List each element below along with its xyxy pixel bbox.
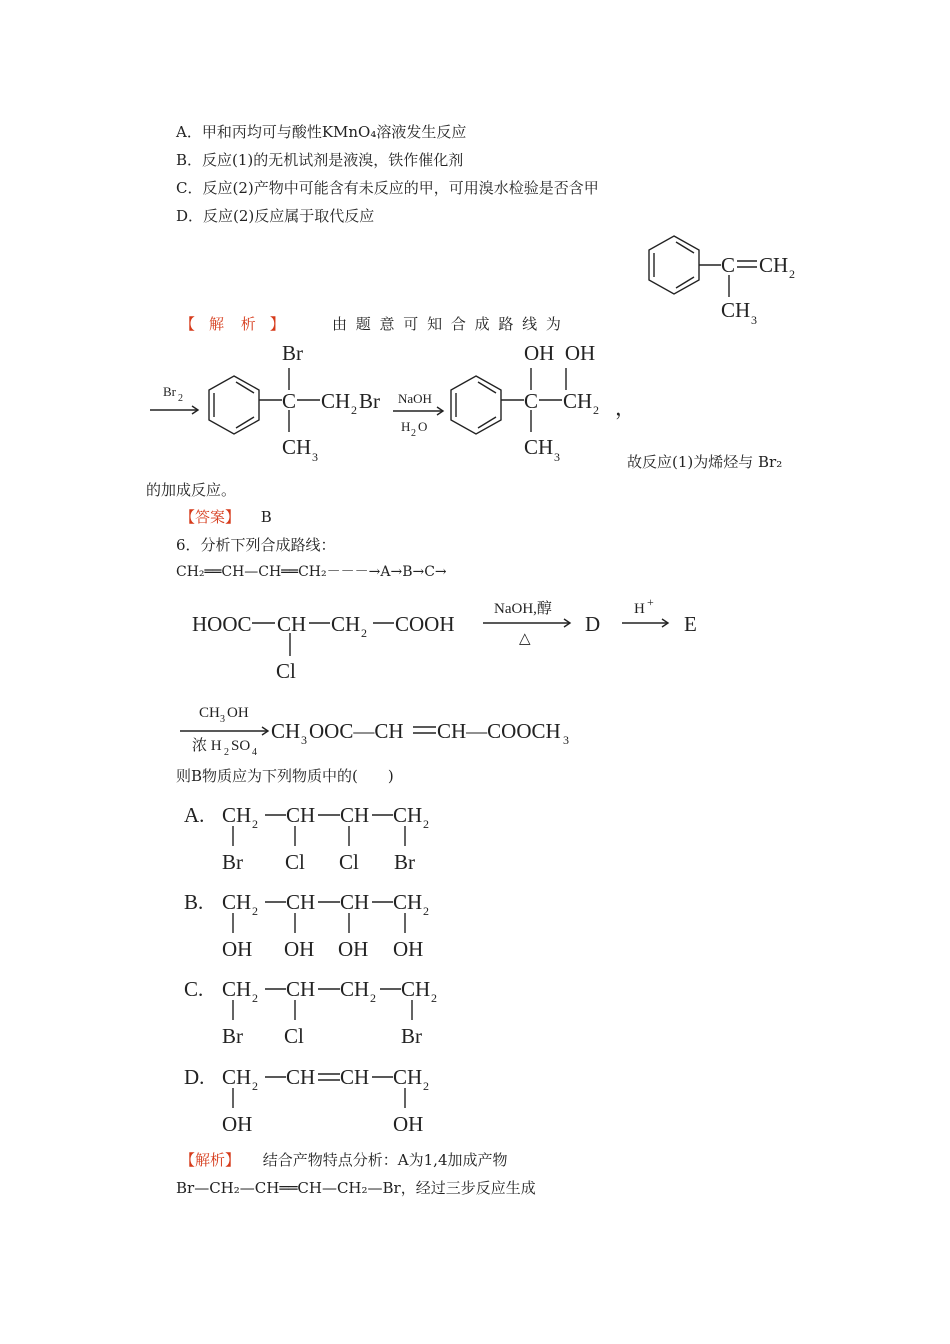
chem-substituent: Br xyxy=(222,1024,243,1048)
chem-sub: 2 xyxy=(789,267,795,281)
chem-group: CH xyxy=(393,803,423,827)
chem-sub: 2 xyxy=(593,403,599,417)
reagent-naoh: NaOH xyxy=(398,391,432,406)
option-a: A．甲和丙均可与酸性KMnO₄溶液发生反应 xyxy=(176,123,467,141)
chem-substituent: OH xyxy=(393,937,424,961)
analysis6-text: 结合产物特点分析：A为1,4加成产物 xyxy=(262,1151,508,1169)
chem-ch3: CH xyxy=(524,435,554,459)
chem-sub: 2 xyxy=(423,904,429,918)
chem-substituent: OH xyxy=(222,1112,253,1136)
q6-route: CH₂══CH—CH══CH₂－－－→A→B→C→ xyxy=(176,564,447,580)
chem-group: CH xyxy=(340,803,370,827)
chem-sub: 3 xyxy=(301,733,307,747)
reagent-h: H xyxy=(634,601,645,617)
chem-group: CH xyxy=(401,977,431,1001)
chem-c: C xyxy=(721,253,736,277)
chem-sub: 2 xyxy=(411,428,416,439)
chem-substituent: Br xyxy=(222,850,243,874)
chem-hooc: HOOC xyxy=(192,612,252,636)
chem-substituent: OH xyxy=(338,937,369,961)
compound-d: D xyxy=(585,612,601,636)
chem-br: Br xyxy=(282,341,303,365)
reagent-h2o: O xyxy=(418,419,428,434)
chem-sub: 2 xyxy=(370,991,376,1005)
chem-ch3: CH xyxy=(271,719,301,743)
chem-sub: 4 xyxy=(252,747,257,758)
chem-ch2: CH xyxy=(321,389,351,413)
chem-sub: 2 xyxy=(351,403,357,417)
chem-substituent: Br xyxy=(394,850,415,874)
chem-sub: 3 xyxy=(312,450,318,464)
compound-e: E xyxy=(684,612,697,636)
reagent-ch3oh: CH xyxy=(199,705,220,721)
answer-label: 【答案】 xyxy=(180,508,241,526)
analysis6-label: 【解析】 xyxy=(180,1151,241,1169)
chem-sub: 3 xyxy=(220,714,225,725)
choices xyxy=(184,803,437,1136)
chem-sub: 2 xyxy=(224,747,229,758)
chem-br: Br xyxy=(359,389,380,413)
chem-substituent: OH xyxy=(393,1112,424,1136)
chem-substituent: Cl xyxy=(284,1024,304,1048)
chem-group: CH xyxy=(340,977,370,1001)
chem-c: C xyxy=(524,389,539,413)
chem-c: C xyxy=(282,389,297,413)
chem-ch2: CH xyxy=(331,612,361,636)
chem-cooh: COOH xyxy=(395,612,455,636)
analysis-tail: 故反应(1)为烯烃与 Br₂ xyxy=(627,453,783,471)
heat-triangle-icon: △ xyxy=(519,631,531,647)
reagent-ch3oh: OH xyxy=(227,705,249,721)
analysis-close: 】 xyxy=(269,315,285,333)
chem-ch3: CH xyxy=(721,298,751,322)
chem-sub: 3 xyxy=(563,733,569,747)
chem-ch2: CH xyxy=(563,389,593,413)
chem-sub: 2 xyxy=(252,904,258,918)
chem-group: CH xyxy=(286,1065,316,1089)
reagent-h2so4: SO xyxy=(231,738,251,754)
reagent-h2o: H xyxy=(401,419,411,434)
reagent-h2so4: 浓 H xyxy=(192,738,222,754)
chem-sub: 2 xyxy=(361,626,367,640)
option-c: C．反应(2)产物中可能含有未反应的甲，可用溴水检验是否含甲 xyxy=(176,179,599,197)
chem-sub: 3 xyxy=(554,450,560,464)
benzene-ring-icon xyxy=(209,376,259,434)
option-d: D．反应(2)反应属于取代反应 xyxy=(176,207,375,225)
chem-ch2: CH xyxy=(759,253,789,277)
chem-sub: 2 xyxy=(252,991,258,1005)
chem-group: CH xyxy=(393,1065,423,1089)
chem-group: CH xyxy=(222,977,252,1001)
option-b: B．反应(1)的无机试剂是液溴，铁作催化剂 xyxy=(176,151,464,169)
choice-letter: C. xyxy=(184,977,204,1001)
chem-group: CH xyxy=(340,1065,370,1089)
chem-sub: 2 xyxy=(423,1079,429,1093)
chem-group: CH xyxy=(222,890,252,914)
q6-stem: 6．分析下列合成路线： xyxy=(176,536,336,554)
analysis-text: 由 题 意 可 知 合 成 路 线 为 xyxy=(332,315,561,333)
chem-substituent: OH xyxy=(222,937,253,961)
chem-ch: CH xyxy=(277,612,307,636)
benzene-ring-icon xyxy=(649,236,699,294)
chem-sub: 2 xyxy=(423,817,429,831)
chem-ch3: CH xyxy=(282,435,312,459)
chem-ch-cooch3: CH—COOCH xyxy=(437,719,561,743)
reagent-naoh-alcohol: NaOH,醇 xyxy=(494,601,552,617)
chem-group: CH xyxy=(286,977,316,1001)
chem-sub: 3 xyxy=(751,313,757,327)
reagent-plus: + xyxy=(647,595,654,609)
benzene-ring-icon xyxy=(451,376,501,434)
chem-group: CH xyxy=(340,890,370,914)
chem-sub: 2 xyxy=(431,991,437,1005)
choice-letter: B. xyxy=(184,890,204,914)
chem-sub: 2 xyxy=(252,817,258,831)
analysis-tail-2: 的加成反应。 xyxy=(146,481,237,499)
chem-group: CH xyxy=(393,890,423,914)
chem-ooc-ch: OOC—CH xyxy=(309,719,404,743)
comma: ， xyxy=(615,396,636,420)
analysis6-text-2: Br—CH₂—CH══CH—CH₂—Br，经过三步反应生成 xyxy=(176,1179,536,1197)
chem-group: CH xyxy=(222,1065,252,1089)
choice-letter: A. xyxy=(184,803,205,827)
chem-sub: 2 xyxy=(178,393,183,404)
chem-cl: Cl xyxy=(276,659,296,683)
analysis-open: 【 xyxy=(180,315,196,333)
chem-group: CH xyxy=(286,803,316,827)
chem-substituent: Cl xyxy=(339,850,359,874)
q6-ask: 则B物质应为下列物质中的( ) xyxy=(176,767,394,785)
chem-substituent: Br xyxy=(401,1024,422,1048)
analysis-label-text: 解 析 xyxy=(209,315,256,333)
reagent-br: Br xyxy=(163,384,176,399)
choice-letter: D. xyxy=(184,1065,205,1089)
chem-group: CH xyxy=(286,890,316,914)
chem-ohoh: OH OH xyxy=(524,341,596,365)
chem-substituent: OH xyxy=(284,937,315,961)
chem-sub: 2 xyxy=(252,1079,258,1093)
answer-value: B xyxy=(260,508,272,526)
chem-group: CH xyxy=(222,803,252,827)
chem-substituent: Cl xyxy=(285,850,305,874)
